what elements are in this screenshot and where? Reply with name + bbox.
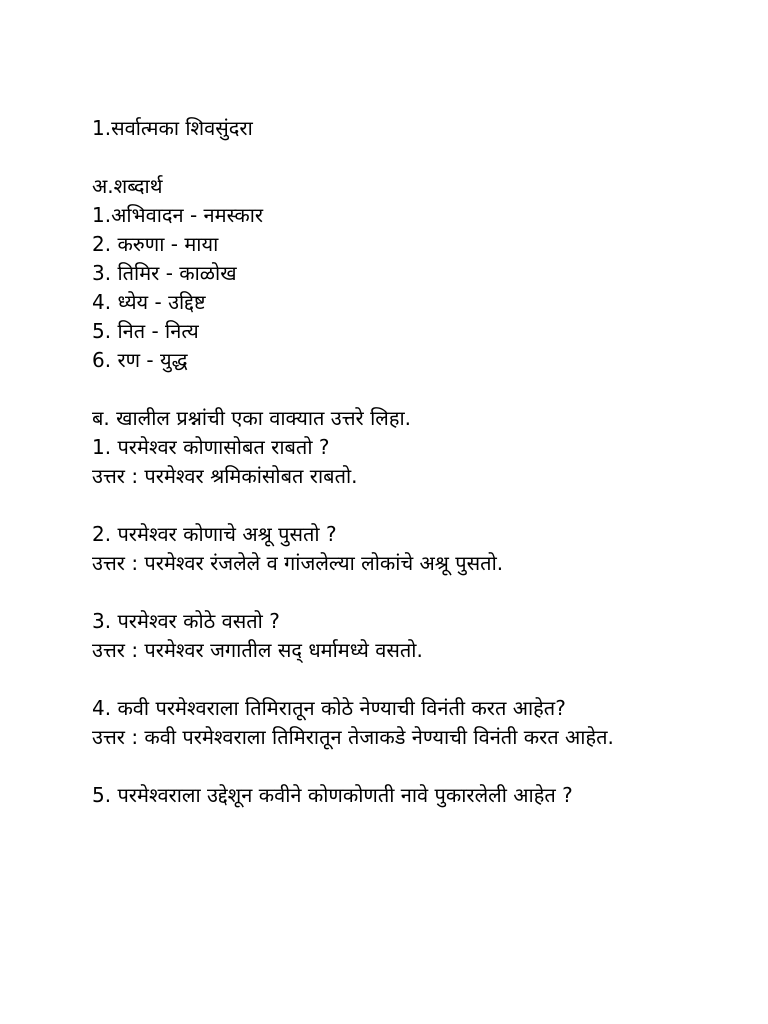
word-meaning-item: 2. करुणा - माया — [92, 232, 219, 256]
question-2: 2. परमेश्वर कोणाचे अश्रू पुसतो ? — [92, 522, 337, 546]
lesson-title: 1.सर्वात्मका शिवसुंदरा — [92, 116, 253, 140]
word-meaning-item: 3. तिमिर - काळोख — [92, 261, 237, 285]
spacer — [92, 578, 682, 607]
document-body — [92, 114, 682, 810]
section-b-heading: ब. खालील प्रश्नांची एका वाक्यात उत्तरे लिहा. — [92, 406, 411, 430]
question-3: 3. परमेश्वर कोठे वसतो ? — [92, 609, 280, 633]
answer-3: उत्तर : परमेश्वर जगातील सद् धर्मामध्ये वसतो. — [92, 638, 423, 662]
answer-1: उत्तर : परमेश्वर श्रमिकांसोबत राबतो. — [92, 464, 358, 488]
answer-2: उत्तर : परमेश्वर रंजलेले व गांजलेल्या लोकांचे अश्रू पुसतो. — [92, 551, 504, 575]
spacer — [92, 491, 682, 520]
question-4: 4. कवी परमेश्वराला तिमिरातून कोठे नेण्याची विनंती करत आहेत? — [92, 696, 566, 720]
question-1: 1. परमेश्वर कोणासोबत राबतो ? — [92, 435, 330, 459]
spacer — [92, 665, 682, 694]
word-meaning-item: 6. रण - युद्ध — [92, 348, 188, 372]
word-meaning-item: 5. नित - नित्य — [92, 319, 199, 343]
word-meaning-item: 4. ध्येय - उद्दिष्ट — [92, 290, 206, 314]
answer-4: उत्तर : कवी परमेश्वराला तिमिरातून तेजाकडे नेण्याची विनंती करत आहेत. — [92, 725, 614, 749]
spacer — [92, 143, 682, 172]
spacer — [92, 752, 682, 781]
question-5: 5. परमेश्वराला उद्देशून कवीने कोणकोणती नावे पुकारलेली आहेत ? — [92, 783, 573, 807]
spacer — [92, 375, 682, 404]
word-meaning-item: 1.अभिवादन - नमस्कार — [92, 203, 264, 227]
section-a-heading: अ.शब्दार्थ — [92, 174, 163, 198]
